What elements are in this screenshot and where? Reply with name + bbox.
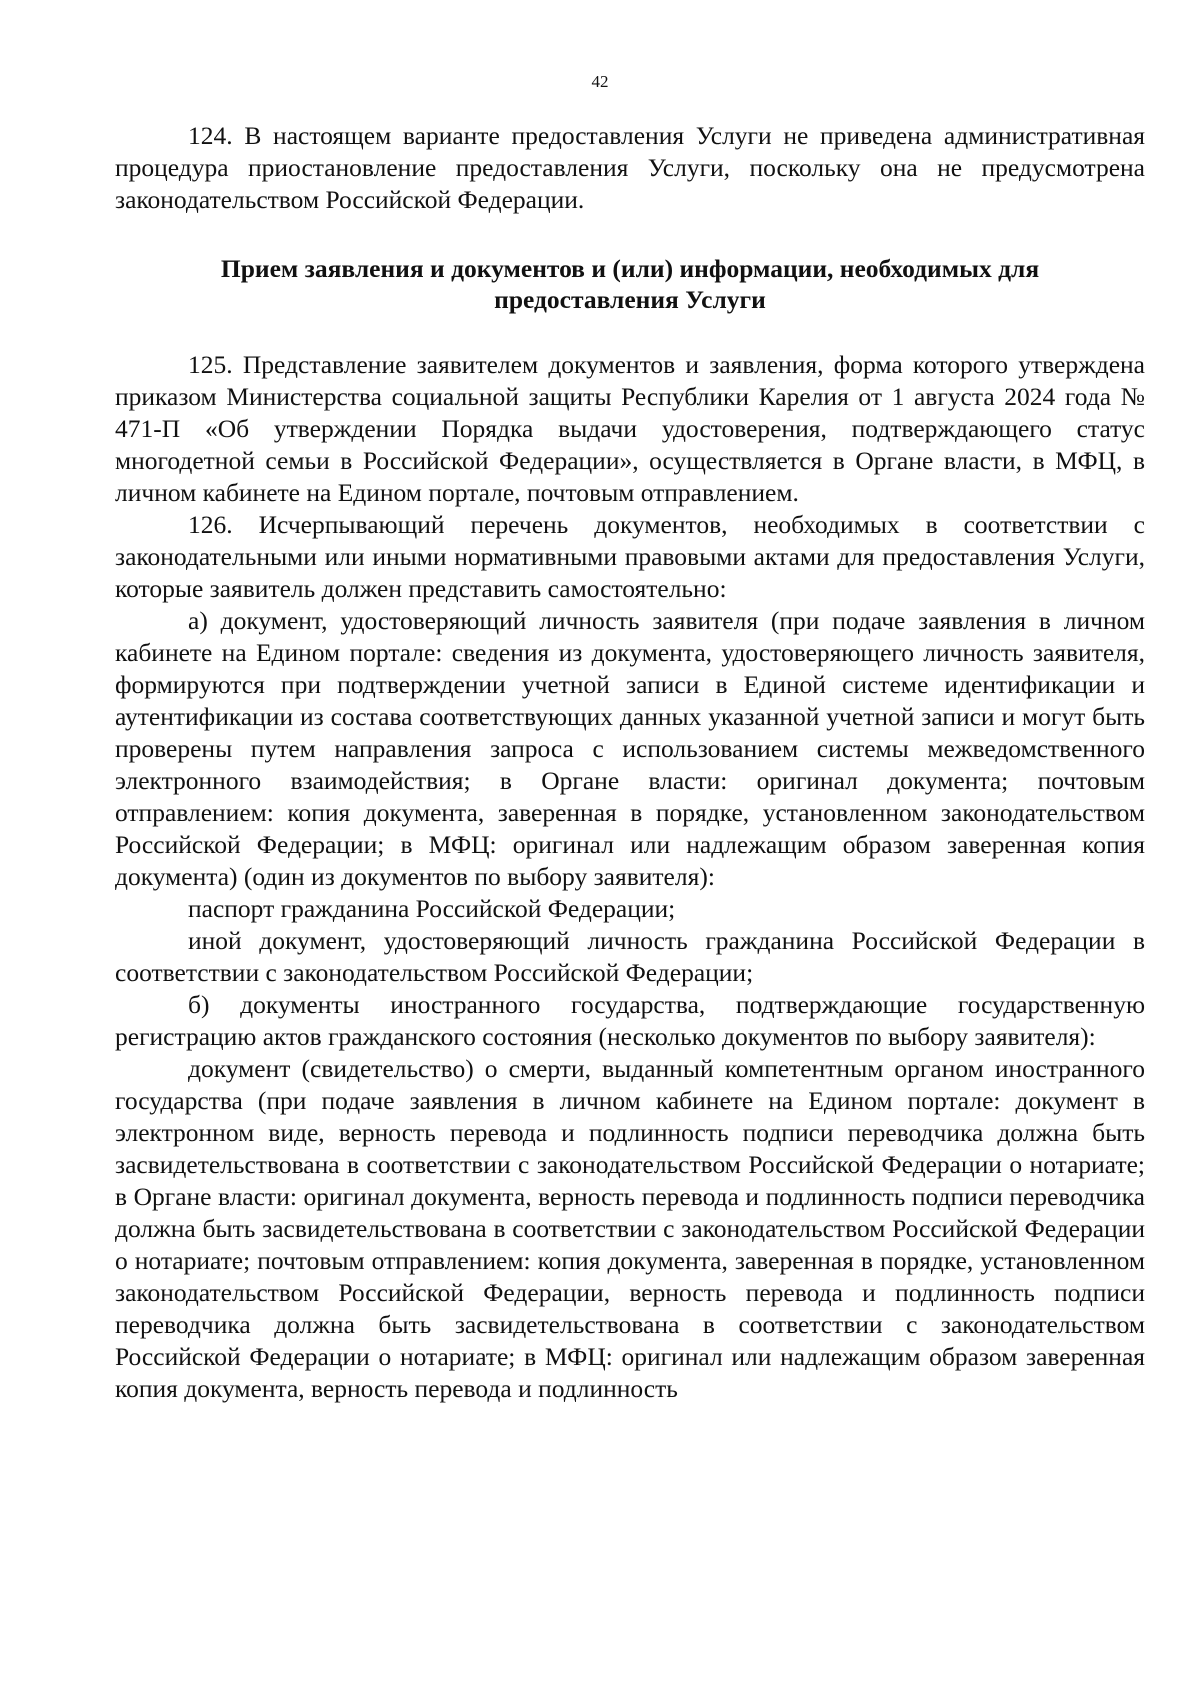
paragraph-126-b: б) документы иностранного государства, подтверждающие государственную регистрацию актов гражданского состояния (несколько документов по выбору заявителя): (115, 990, 1145, 1051)
paragraph-126: 126. Исчерпывающий перечень документов, необходимых в соответствии с законодательными или иными нормативными правовыми актами для предоставления Услуги, которые заявитель должен представить самостоятельно: (115, 510, 1145, 603)
paragraph-124: 124. В настоящем варианте предоставления Услуги не приведена административная процедура приостановление предоставления Услуги, поскольку она не предусмотрена законодательством Российской Федерации. (115, 121, 1145, 214)
section-heading-wrapper (115, 253, 1145, 315)
paragraph-126-a: а) документ, удостоверяющий личность заявителя (при подаче заявления в личном кабинете на Едином портале: сведения из документа, удостоверяющего личность заявителя, формируются при подтверждении учетной записи в Единой системе идентификации и аутентификации из состава соответствующих данных указанной учетной записи и могут быть проверены путем направления запроса с использованием системы межведомственного электронного взаимодействия; в Органе власти: оригинал документа; почтовым отправлением: копия документа, заверенная в порядке, установленном законодательством Российской Федерации; в МФЦ: оригинал или надлежащим образом заверенная копия документа) (один из документов по выбору заявителя): (115, 606, 1145, 891)
document-body (115, 120, 1145, 1405)
list-item-passport: паспорт гражданина Российской Федерации; (188, 894, 676, 923)
list-item-death-certificate: документ (свидетельство) о смерти, выданный компетентным органом иностранного государства (при подаче заявления в личном кабинете на Едином портале: документ в электронном виде, верность перевода и подлинность подписи переводчика должна быть засвидетельствована в соответствии с законодательством Российской Федерации о нотариате; в Органе власти: оригинал документа, верность перевода и подлинность подписи переводчика должна быть засвидетельствована в соответствии с законодательством Российской Федерации о нотариате; почтовым отправлением: копия документа, заверенная в порядке, установленном законодательством Российской Федерации, верность перевода и подлинность подписи переводчика должна быть засвидетельствована в соответствии с законодательством Российской Федерации о нотариате; в МФЦ: оригинал или надлежащим образом заверенная копия документа, верность перевода и подлинность (115, 1054, 1145, 1403)
paragraph-125: 125. Представление заявителем документов и заявления, форма которого утверждена приказом Министерства социальной защиты Республики Карелия от 1 августа 2024 года № 471-П «Об утверждении Порядка выдачи удостоверения, подтверждающего статус многодетной семьи в Российской Федерации», осуществляется в Органе власти, в МФЦ, в личном кабинете на Едином портале, почтовым отправлением. (115, 350, 1145, 507)
section-heading: Прием заявления и документов и (или) информации, необходимых для предоставления Услуги (220, 254, 1040, 314)
page-number: 42 (591, 72, 609, 91)
list-item-other-id: иной документ, удостоверяющий личность гражданина Российской Федерации в соответствии с законодательством Российской Федерации; (115, 926, 1145, 987)
